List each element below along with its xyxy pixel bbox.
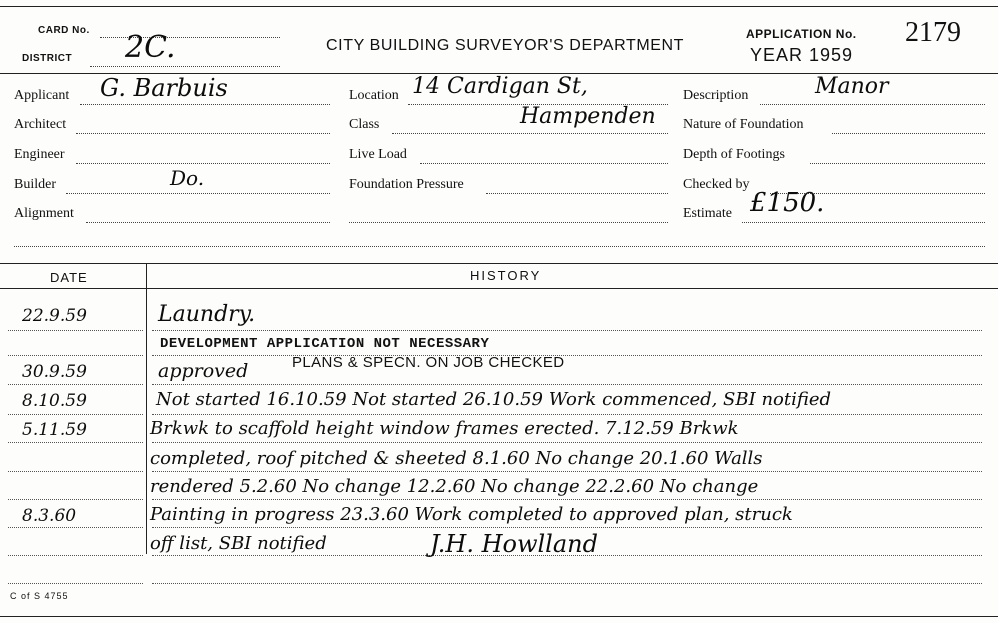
- col2-blank-line: [349, 222, 668, 223]
- history-line: [152, 583, 982, 584]
- history-line: [152, 471, 982, 472]
- engineer-label: Engineer: [14, 147, 65, 162]
- entry-date: 22.9.59: [22, 306, 87, 326]
- date-line: [8, 499, 143, 500]
- entry-text: completed, roof pitched & sheeted 8.1.60 No change 20.1.60 Walls: [150, 448, 763, 469]
- history-line: [152, 330, 982, 331]
- depth-of-footings-line: [810, 163, 985, 164]
- date-line: [8, 555, 143, 556]
- top-rule: [0, 6, 998, 7]
- date-line: [8, 330, 143, 331]
- entry-date: 8.3.60: [22, 506, 77, 526]
- applicant-label: Applicant: [14, 88, 70, 103]
- entry-date: 5.11.59: [22, 420, 87, 440]
- live-load-line: [420, 163, 668, 164]
- card-no-label: CARD No.: [38, 25, 90, 36]
- engineer-line: [76, 163, 330, 164]
- estimate-value: £150.: [750, 188, 825, 218]
- entry-text: off list, SBI notified: [150, 533, 327, 554]
- history-header-rule: [0, 288, 998, 289]
- history-line: [152, 355, 982, 356]
- nature-of-foundation-line: [832, 133, 985, 134]
- architect-label: Architect: [14, 117, 67, 132]
- location-value: 14 Cardigan St,: [412, 74, 588, 99]
- checked-by-label: Checked by: [683, 177, 750, 192]
- district-label: DISTRICT: [22, 53, 73, 64]
- description-value: Manor: [815, 74, 889, 99]
- alignment-label: Alignment: [14, 206, 74, 221]
- fields-bottom-line: [14, 246, 985, 247]
- district-line: [90, 66, 280, 67]
- entry-date: 8.10.59: [22, 391, 87, 411]
- class-value: Hampenden: [520, 104, 656, 129]
- entry-date: 30.9.59: [22, 362, 87, 382]
- foundation-pressure-line: [486, 193, 668, 194]
- depth-of-footings-label: Depth of Footings: [683, 147, 785, 162]
- description-label: Description: [683, 88, 749, 103]
- history-line: [152, 414, 982, 415]
- entry-text: Laundry.: [158, 302, 256, 327]
- date-column-divider: [146, 264, 147, 554]
- estimate-line: [742, 222, 985, 223]
- date-line: [8, 471, 143, 472]
- bottom-rule: [0, 616, 998, 617]
- date-line: [8, 414, 143, 415]
- plans-checked-stamp: PLANS & SPECN. ON JOB CHECKED: [292, 354, 565, 371]
- district-value: 2C.: [125, 30, 176, 65]
- builder-line: [66, 193, 330, 194]
- history-line: [152, 384, 982, 385]
- applicant-value: G. Barbuis: [100, 74, 228, 102]
- entry-text: rendered 5.2.60 No change 12.2.60 No change 22.2.60 No change: [150, 476, 759, 497]
- date-line: [8, 527, 143, 528]
- date-header: DATE: [50, 270, 88, 285]
- application-number: 2179: [905, 17, 961, 48]
- history-line: [152, 442, 982, 443]
- date-line: [8, 384, 143, 385]
- entry-text: Painting in progress 23.3.60 Work completed to approved plan, struck: [150, 504, 793, 525]
- applicant-line: [80, 104, 330, 105]
- builder-label: Builder: [14, 177, 56, 192]
- application-label: APPLICATION No.: [746, 27, 857, 41]
- signature: J.H. Howlland: [430, 530, 598, 558]
- nature-of-foundation-label: Nature of Foundation: [683, 117, 804, 132]
- date-line: [8, 583, 143, 584]
- history-line: [152, 527, 982, 528]
- history-top-rule: [0, 263, 998, 264]
- architect-line: [76, 133, 330, 134]
- year-label: YEAR 1959: [750, 45, 854, 65]
- class-label: Class: [349, 117, 380, 132]
- estimate-label: Estimate: [683, 206, 732, 221]
- date-line: [8, 442, 143, 443]
- entry-text: approved: [158, 360, 249, 382]
- description-line: [760, 104, 985, 105]
- history-header: HISTORY: [470, 268, 542, 283]
- entry-text: Not started 16.10.59 Not started 26.10.59 Work commenced, SBI notified: [156, 389, 832, 410]
- history-line: [152, 499, 982, 500]
- builder-value: Do.: [170, 166, 205, 190]
- class-line: [392, 133, 668, 134]
- date-line: [8, 355, 143, 356]
- location-label: Location: [349, 88, 399, 103]
- foundation-pressure-label: Foundation Pressure: [349, 177, 464, 192]
- entry-text: Brkwk to scaffold height window frames erected. 7.12.59 Brkwk: [150, 418, 739, 439]
- live-load-label: Live Load: [349, 147, 407, 162]
- department-title: CITY BUILDING SURVEYOR'S DEPARTMENT: [326, 37, 685, 54]
- form-code: C of S 4755: [10, 591, 69, 601]
- alignment-line: [86, 222, 330, 223]
- development-stamp: DEVELOPMENT APPLICATION NOT NECESSARY: [160, 336, 490, 352]
